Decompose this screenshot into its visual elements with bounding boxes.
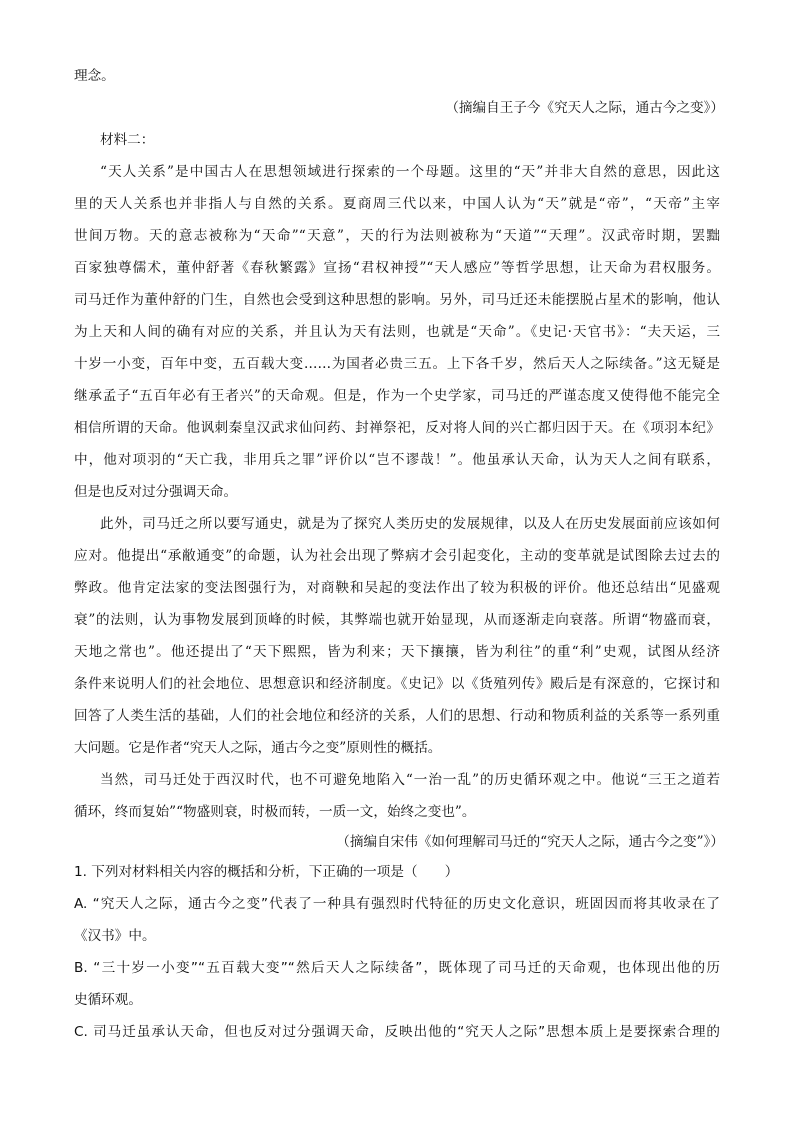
passage-line: 百家独尊儒术，董仲舒著《春秋繁露》宣扬“君权神授”“天人感应”等哲学思想，让天命为君权服务。 bbox=[74, 260, 720, 276]
passage-line: 大问题。它是作者“究天人之际，通古今之变”原则性的概括。 bbox=[74, 740, 442, 756]
passage-line: 十岁一小变，百年中变，五百载大变……为国者必贵三五。上下各千岁，然后天人之际续备。”这无疑是 bbox=[74, 356, 720, 372]
passage-line: 弊政。他肯定法家的变法图强行为，对商鞅和吴起的变法作出了较为积极的评价。他还总结出“见盛观 bbox=[74, 580, 720, 596]
option-c: C. 司马迁虽承认天命，但也反对过分强调天命，反映出他的“究天人之际”思想本质上是要探索合理的 bbox=[74, 1024, 720, 1040]
question-stem: 1. 下列对材料相关内容的概括和分析，下正确的一项是（ ） bbox=[74, 864, 459, 880]
passage-line: 世间万物。天的意志被称为“天命”“天意”，天的行为法则被称为“天道”“天理”。汉武帝时期，罢黜 bbox=[74, 228, 720, 244]
passage-line: 回答了人类生活的基础，人们的社会地位和经济的关系，人们的思想、行动和物质利益的关系等一系列重 bbox=[74, 708, 720, 724]
material-two-heading: 材料二： bbox=[100, 132, 155, 148]
passage-line: “天人关系”是中国古人在思想领域进行探索的一个母题。这里的“天”并非大自然的意思，因此这 bbox=[100, 164, 720, 180]
passage-line: 但是也反对过分强调天命。 bbox=[74, 484, 238, 500]
passage-line: 循环，终而复始”“物盛则衰，时极而转，一质一文，始终之变也”。 bbox=[74, 804, 476, 820]
passage-line: 条件来说明人们的社会地位、思想意识和经济制度。《史记》以《货殖列传》殿后是有深意的，它探讨和 bbox=[74, 676, 720, 692]
passage-line: 衰”的法则，认为事物发展到顶峰的时候，其弊端也就开始显现，从而逐渐走向衰落。所谓“物盛而衰， bbox=[74, 612, 720, 628]
passage-line: 相信所谓的天命。他讽刺秦皇汉武求仙问药、封禅祭祀，反对将人间的兴亡都归因于天。在《项羽本纪》 bbox=[74, 420, 720, 436]
source-citation-2: （摘编自宋伟《如何理解司马迁的“究天人之际，通古今之变”》） bbox=[336, 834, 724, 850]
passage-line: 为上天和人间的确有对应的关系，并且认为天有法则，也就是“天命”。《史记·天官书》：“夫天运，三 bbox=[74, 324, 720, 340]
passage-line: 天地之常也”。他还提出了“天下熙熙，皆为利来；天下攘攘，皆为利往”的重“利”史观，试图从经济 bbox=[74, 644, 720, 660]
source-citation-1: （摘编自王子今《究天人之际，通古今之变》） bbox=[445, 100, 724, 116]
passage-line: 中，他对项羽的“天亡我，非用兵之罪”评价以“岂不谬哉！”。他虽承认天命，认为天人之间有联系， bbox=[74, 452, 720, 468]
passage-line: 继承孟子“五百年必有王者兴”的天命观。但是，作为一个史学家，司马迁的严谨态度又使得他不能完全 bbox=[74, 388, 720, 404]
option-b: B. “三十岁一小变”“五百载大变”“然后天人之际续备”，既体现了司马迁的天命观，也体现出他的历 bbox=[74, 960, 720, 976]
passage-line: 当然，司马迁处于西汉时代，也不可避免地陷入“一治一乱”的历史循环观之中。他说“三王之道若 bbox=[100, 772, 720, 788]
option-a: A. “究天人之际，通古今之变”代表了一种具有强烈时代特征的历史文化意识，班固因而将其收录在了 bbox=[74, 896, 720, 912]
option-a-continued: 《汉书》中。 bbox=[74, 928, 156, 944]
passage-line: 里的天人关系也并非指人与自然的关系。夏商周三代以来，中国人认为“天”就是“帝”，“天帝”主宰 bbox=[74, 196, 720, 212]
passage-top-line: 理念。 bbox=[74, 68, 115, 84]
passage-line: 此外，司马迁之所以要写通史，就是为了探究人类历史的发展规律，以及人在历史发展面前应该如何 bbox=[100, 516, 720, 532]
option-b-continued: 史循环观。 bbox=[74, 992, 142, 1008]
passage-line: 司马迁作为董仲舒的门生，自然也会受到这种思想的影响。另外，司马迁还未能摆脱占星术的影响，他认 bbox=[74, 292, 720, 308]
passage-line: 应对。他提出“承敝通变”的命题，认为社会出现了弊病才会引起变化，主动的变革就是试图除去过去的 bbox=[74, 548, 720, 564]
